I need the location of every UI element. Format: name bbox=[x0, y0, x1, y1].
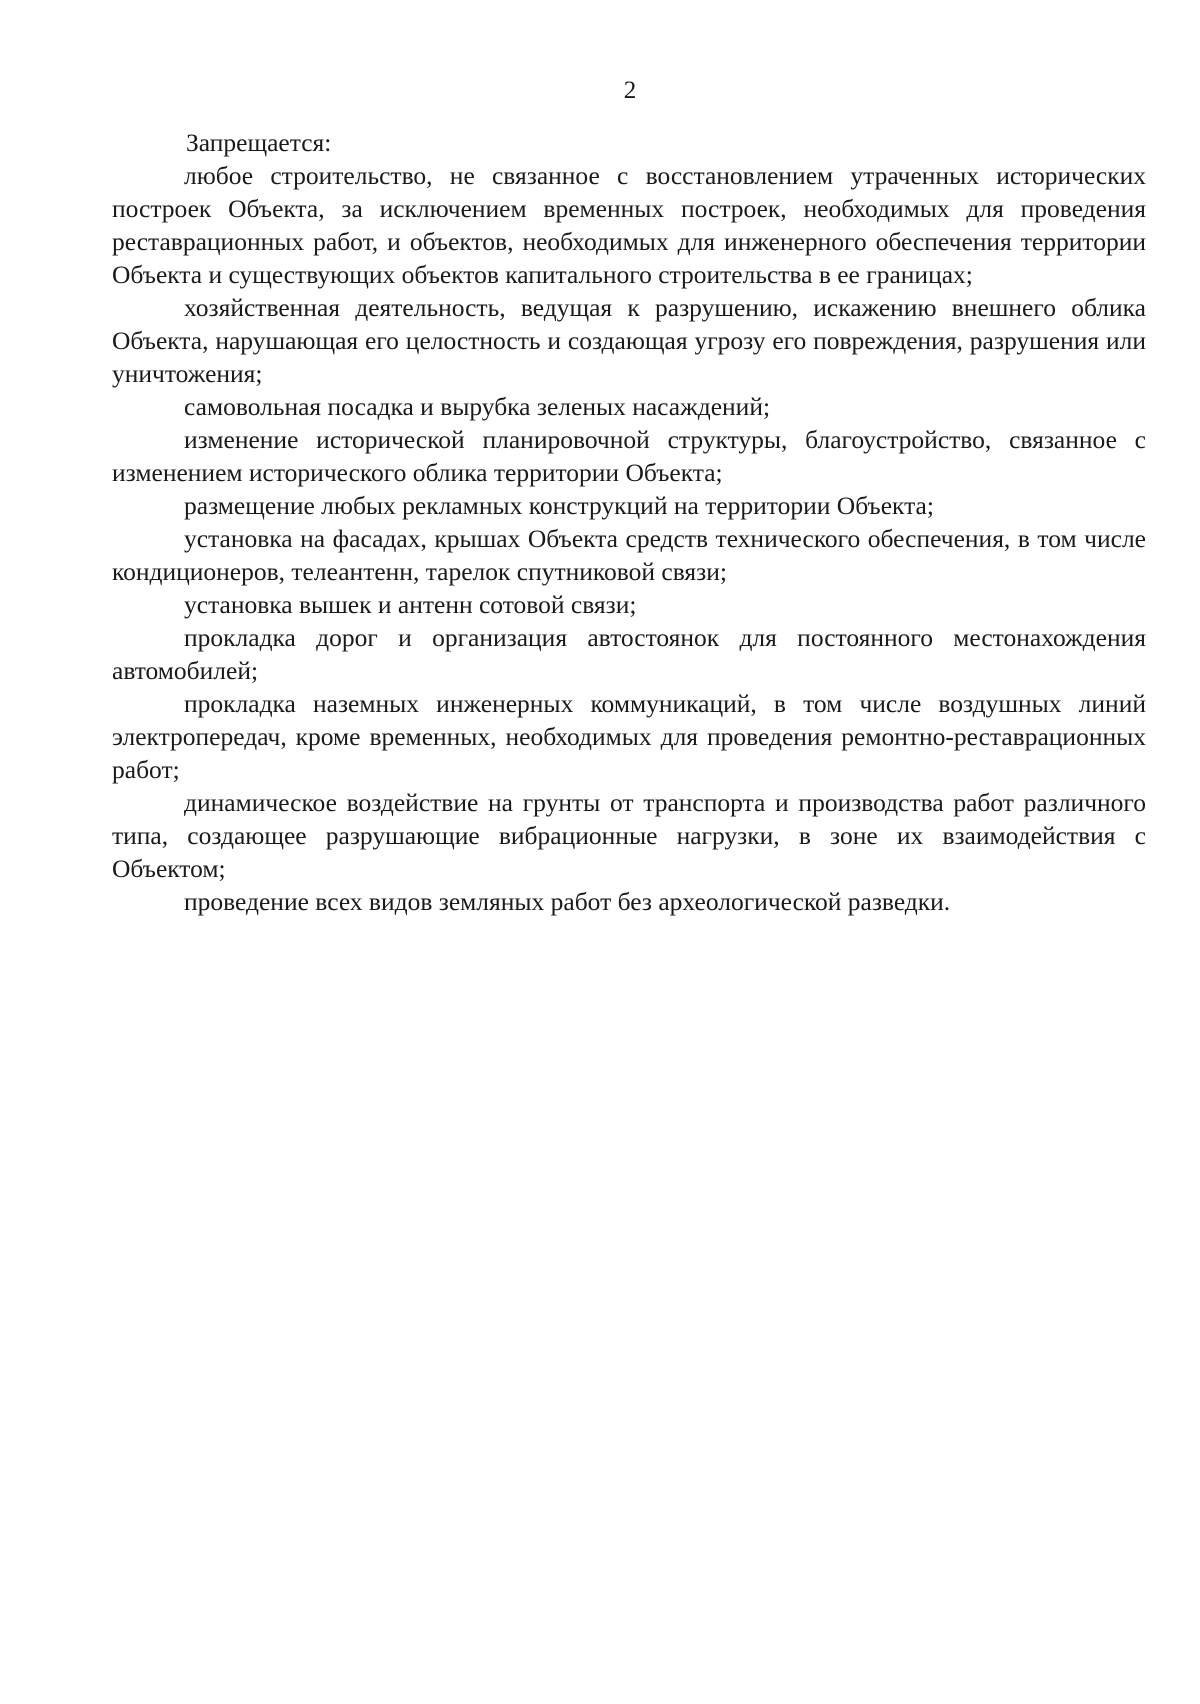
prohibition-item: хозяйственная деятельность, ведущая к разрушению, искажению внешнего облика Объекта, нарушающая его целостность и создающая угрозу его повреждения, разрушения или уничтожения; bbox=[112, 293, 1146, 388]
prohibition-item: размещение любых рекламных конструкций на территории Объекта; bbox=[184, 491, 934, 520]
prohibition-item: установка на фасадах, крышах Объекта средств технического обеспечения, в том числе кондиционеров, телеантенн, тарелок спутниковой связи; bbox=[112, 524, 1146, 586]
prohibition-item: самовольная посадка и вырубка зеленых насаждений; bbox=[184, 392, 771, 421]
prohibition-item: динамическое воздействие на грунты от транспорта и производства работ различного типа, создающее разрушающие вибрационные нагрузки, в зоне их взаимодействия с Объектом; bbox=[112, 788, 1146, 883]
prohibition-item: прокладка наземных инженерных коммуникаций, в том числе воздушных линий электропередач, кроме временных, необходимых для проведения ремонтно-реставрационных работ; bbox=[112, 689, 1146, 784]
prohibition-item: установка вышек и антенн сотовой связи; bbox=[184, 590, 637, 619]
section-lead: Запрещается: bbox=[186, 128, 332, 157]
prohibition-item: проведение всех видов земляных работ без археологической разведки. bbox=[184, 887, 951, 916]
document-body bbox=[112, 126, 1146, 918]
prohibition-item: изменение исторической планировочной структуры, благоустройство, связанное с изменением исторического облика территории Объекта; bbox=[112, 425, 1146, 487]
prohibition-item: любое строительство, не связанное с восстановлением утраченных исторических построек Объекта, за исключением временных построек, необходимых для проведения реставрационных работ, и объектов, необходимых для инженерного обеспечения территории Объекта и существующих объектов капитального строительства в ее границах; bbox=[112, 161, 1146, 289]
prohibition-item: прокладка дорог и организация автостоянок для постоянного местонахождения автомобилей; bbox=[112, 623, 1146, 685]
page-number: 2 bbox=[623, 77, 637, 104]
